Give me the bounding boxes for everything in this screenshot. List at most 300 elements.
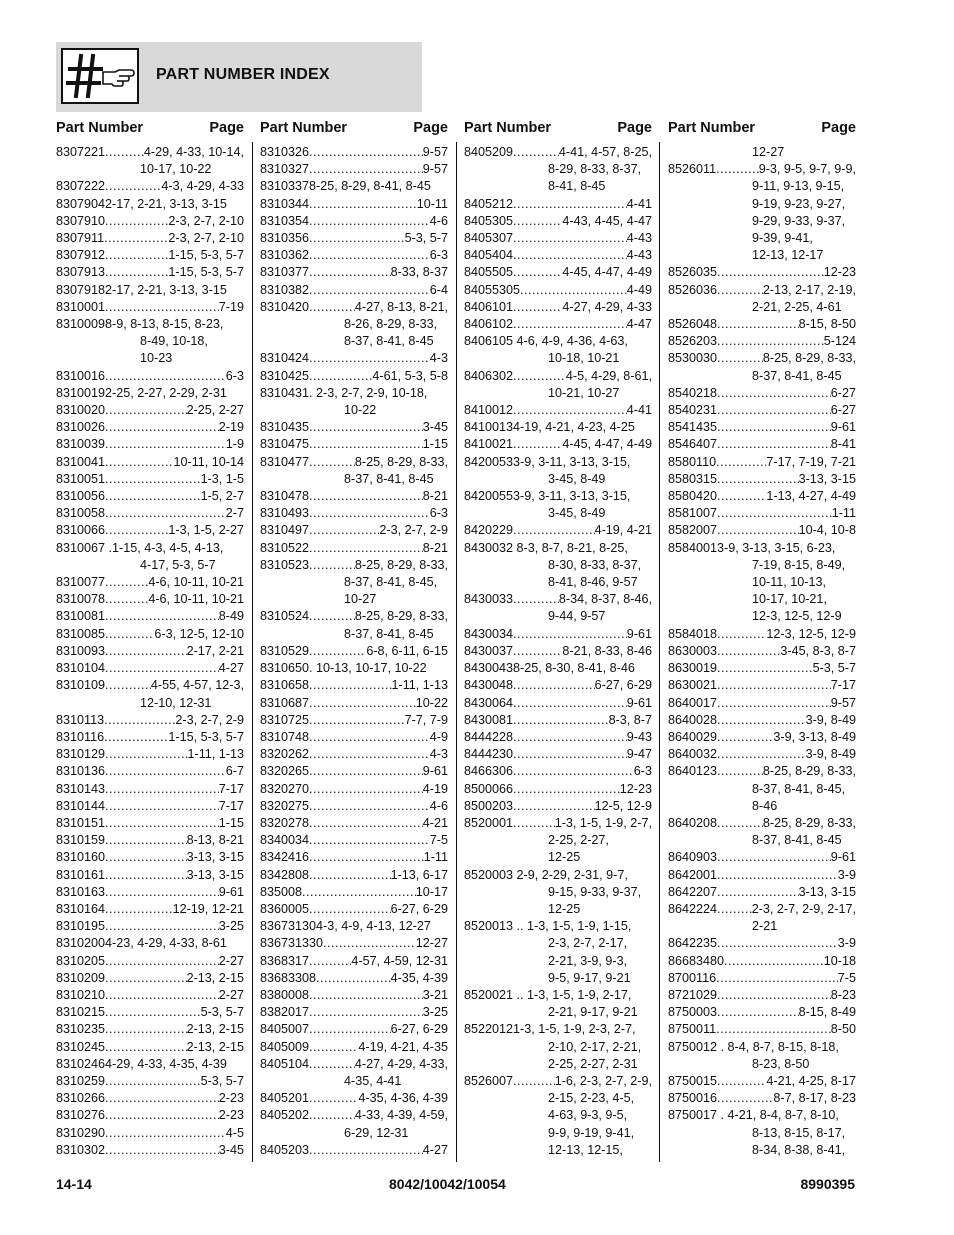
index-entry bbox=[668, 350, 856, 367]
page-references: 7-5 bbox=[837, 970, 856, 985]
dot-leader bbox=[717, 471, 799, 488]
dot-leader bbox=[309, 1004, 423, 1021]
part-number: 8405404 bbox=[464, 248, 514, 263]
index-entry bbox=[464, 695, 652, 712]
page-references-continued: 9-15, 9-33, 9-37, bbox=[548, 884, 642, 899]
page-references: 4-29, 4-33, 10-14, bbox=[143, 145, 244, 159]
page-references-continued: 9-11, 9-13, 9-15, bbox=[752, 179, 845, 194]
page-references: 2-3, 2-7, 2-9, 2-17, bbox=[751, 901, 856, 916]
dot-leader bbox=[316, 970, 391, 987]
dot-leader bbox=[309, 1039, 358, 1056]
page-references: 6-27, 6-29 bbox=[390, 901, 448, 916]
page-references: 8-34, 8-37, 8-46, bbox=[558, 592, 652, 607]
page-references: 3-13, 3-15 bbox=[186, 867, 244, 882]
page-references: 8-25, 8-29, 8-33, bbox=[762, 815, 856, 830]
page-references: 3-45, 8-3, 8-7 bbox=[780, 643, 856, 658]
part-number: 8750012 . 8-4, 8-7, 8-15, 8-18, bbox=[668, 1039, 839, 1054]
index-entry bbox=[56, 385, 244, 402]
index-entry bbox=[668, 867, 856, 884]
page-references: 8-7, 8-17, 8-23 bbox=[773, 1091, 856, 1106]
index-entry bbox=[56, 505, 244, 522]
dot-leader bbox=[105, 781, 219, 798]
page-references-continued: 10-18, 10-21 bbox=[548, 351, 620, 366]
part-number: 83100192-25, 2-27, 2-29, 2-31 bbox=[56, 385, 227, 400]
page-references: 4-45, 4-47, 4-49 bbox=[562, 265, 652, 280]
page-references: 2-3, 2-7, 2-9 bbox=[379, 523, 448, 538]
column-divider bbox=[252, 142, 253, 1162]
part-number: 8307912 bbox=[56, 248, 106, 263]
page-references: 6-27 bbox=[830, 385, 856, 400]
part-number: 83102004-23, 4-29, 4-33, 8-61 bbox=[56, 936, 227, 951]
part-number: 8382017 bbox=[260, 1005, 310, 1020]
page-references-continued: 2-25, 2-27, bbox=[548, 833, 609, 848]
page-references: 10-17 bbox=[415, 884, 448, 899]
page-references: 2-17, 2-21 bbox=[186, 643, 244, 658]
part-number: 8406105 4-6, 4-9, 4-36, 4-63, bbox=[464, 334, 628, 349]
dot-leader bbox=[309, 815, 423, 832]
dot-leader bbox=[309, 247, 430, 264]
part-number: 8310151 bbox=[56, 815, 106, 830]
part-number: 8642224 bbox=[668, 901, 718, 916]
page-references: 4-6 bbox=[429, 798, 448, 813]
page-references: 9-61 bbox=[626, 695, 652, 710]
part-number: 8530030 bbox=[668, 351, 718, 366]
part-number: 8405009 bbox=[260, 1039, 310, 1054]
part-number: 8642207 bbox=[668, 884, 718, 899]
index-entry bbox=[56, 763, 244, 780]
page-references-continued: 12-25 bbox=[548, 850, 581, 865]
part-number: 8405212 bbox=[464, 196, 514, 211]
index-entry bbox=[260, 419, 448, 436]
part-number: 8307221 bbox=[56, 145, 106, 159]
dot-leader bbox=[105, 368, 226, 385]
part-number: 8405201 bbox=[260, 1091, 310, 1106]
part-number: 8307911 bbox=[56, 231, 105, 246]
part-number: 8310302 bbox=[56, 1142, 106, 1157]
column-header bbox=[464, 120, 652, 144]
page-references: 1-3, 1-5, 1-9, 2-7, bbox=[554, 815, 652, 830]
index-entry bbox=[260, 144, 448, 161]
dot-leader bbox=[309, 1090, 358, 1107]
part-number: 83103378-25, 8-29, 8-41, 8-45 bbox=[260, 179, 431, 194]
part-number: 83100098-9, 8-13, 8-15, 8-23, bbox=[56, 317, 224, 332]
page-references: 7-19 bbox=[218, 299, 244, 314]
page-references-continued: 8-37, 8-41, 8-45 bbox=[344, 471, 434, 486]
page-references: 2-23 bbox=[218, 1108, 244, 1123]
page-references: 6-27 bbox=[830, 403, 856, 418]
part-number: 8406302 bbox=[464, 368, 514, 383]
part-number: 8310327 bbox=[260, 162, 310, 177]
page-references: 3-21 bbox=[422, 987, 448, 1002]
page-references-continued: 9-5, 9-17, 9-21 bbox=[548, 970, 631, 985]
index-entry bbox=[56, 746, 244, 763]
dot-leader bbox=[717, 987, 831, 1004]
page-references: 6-3 bbox=[429, 248, 448, 263]
part-number: 8310215 bbox=[56, 1005, 106, 1020]
index-entry bbox=[56, 677, 244, 694]
part-number: 8405505 bbox=[464, 265, 514, 280]
page-references-continued: 8-34, 8-38, 8-41, bbox=[752, 1142, 846, 1157]
index-entry bbox=[668, 1090, 856, 1107]
page-references: 9-57 bbox=[422, 145, 448, 159]
part-number: 8581007 bbox=[668, 506, 718, 521]
page-references: 9-61 bbox=[218, 884, 244, 899]
index-entry bbox=[464, 402, 652, 419]
dot-leader bbox=[513, 230, 627, 247]
dot-leader bbox=[309, 540, 423, 557]
page-references: 4-27, 4-29, 4-33 bbox=[562, 299, 652, 314]
dot-leader bbox=[513, 196, 627, 213]
page-references: 4-6, 10-11, 10-21 bbox=[148, 575, 244, 590]
page-references: 4-3 bbox=[429, 351, 448, 366]
index-entry bbox=[464, 213, 652, 230]
page-references: 4-35, 4-39 bbox=[390, 970, 448, 985]
dot-leader bbox=[309, 643, 366, 660]
part-number: 8526007 bbox=[464, 1073, 514, 1088]
page-references: 5-3, 5-7 bbox=[404, 231, 448, 246]
part-number: 8526011 bbox=[668, 162, 717, 177]
index-entry bbox=[464, 247, 652, 264]
dot-leader bbox=[105, 867, 187, 884]
part-number: 8310290 bbox=[56, 1125, 106, 1140]
index-entry bbox=[260, 540, 448, 557]
dot-leader bbox=[105, 213, 168, 230]
part-number: 8310259 bbox=[56, 1073, 106, 1088]
part-number: 8700116 bbox=[668, 970, 717, 985]
page-references: 8-21 bbox=[422, 489, 448, 504]
dot-leader bbox=[309, 282, 430, 299]
dot-leader bbox=[309, 196, 417, 213]
page-references-continued: 8-46 bbox=[752, 798, 778, 813]
dot-leader bbox=[105, 763, 226, 780]
dot-leader bbox=[309, 746, 430, 763]
dot-leader bbox=[105, 1039, 187, 1056]
part-number: 83102464-29, 4-33, 4-35, 4-39 bbox=[56, 1056, 227, 1071]
index-entry bbox=[668, 161, 856, 178]
page-references: 7-17 bbox=[218, 781, 244, 796]
part-number: 8640028 bbox=[668, 712, 718, 727]
index-entry bbox=[464, 264, 652, 281]
part-number: 836731304-3, 4-9, 4-13, 12-27 bbox=[260, 919, 431, 934]
page-references-continued: 8-37, 8-41, 8-45 bbox=[752, 368, 842, 383]
page-references-continued: 8-37, 8-41, 8-45 bbox=[344, 626, 434, 641]
index-entry bbox=[668, 970, 856, 987]
dot-leader bbox=[105, 918, 219, 935]
index-entry bbox=[260, 385, 448, 402]
page-references: 2-19 bbox=[218, 420, 244, 435]
page-references: 9-61 bbox=[830, 420, 856, 435]
page-references-continued: 8-30, 8-33, 8-37, bbox=[548, 557, 642, 572]
part-number: 8310001 bbox=[56, 299, 106, 314]
column-divider bbox=[456, 142, 457, 1162]
dot-leader bbox=[717, 1090, 773, 1107]
part-number: 8310026 bbox=[56, 420, 106, 435]
page-references-continued: 3-45, 8-49 bbox=[548, 471, 606, 486]
page-references: 4-6 bbox=[429, 213, 448, 228]
page-references-continued: 8-41, 8-46, 9-57 bbox=[548, 575, 638, 590]
page-references: 6-7 bbox=[225, 764, 244, 779]
part-number: 8526036 bbox=[668, 282, 718, 297]
part-number: 8310039 bbox=[56, 437, 106, 452]
index-entry bbox=[56, 1056, 244, 1073]
index-entry bbox=[260, 1021, 448, 1038]
page-references: 7-17, 7-19, 7-21 bbox=[766, 454, 856, 469]
index-entries bbox=[260, 144, 448, 1159]
dot-leader bbox=[105, 505, 226, 522]
page-references: 1-15, 5-3, 5-7 bbox=[168, 729, 244, 744]
dot-leader bbox=[105, 832, 187, 849]
part-number: 8310235 bbox=[56, 1022, 106, 1037]
index-entry bbox=[260, 660, 448, 677]
dot-leader bbox=[717, 436, 831, 453]
page-references: 5-3, 5-7 bbox=[200, 1073, 244, 1088]
dot-leader bbox=[309, 608, 355, 625]
index-entry bbox=[260, 230, 448, 247]
dot-leader bbox=[513, 1073, 555, 1090]
dot-leader bbox=[309, 781, 423, 798]
dot-leader bbox=[717, 935, 838, 952]
index-entry bbox=[464, 1073, 652, 1090]
part-number: 8630021 bbox=[668, 678, 718, 693]
page-references: 12-5, 12-9 bbox=[594, 798, 652, 813]
dot-leader bbox=[105, 1073, 201, 1090]
index-entry bbox=[668, 454, 856, 471]
page-references-continued: 2-21, 2-25, 4-61 bbox=[752, 299, 842, 314]
index-entry bbox=[56, 935, 244, 952]
page-references: 12-23 bbox=[823, 265, 856, 280]
index-entry bbox=[668, 712, 856, 729]
part-number: 8310020 bbox=[56, 403, 106, 418]
dot-leader bbox=[717, 419, 831, 436]
index-entry bbox=[464, 230, 652, 247]
index-entry bbox=[260, 454, 448, 471]
page-references: 10-11, 10-14 bbox=[173, 454, 244, 469]
part-number: 85220121-3, 1-5, 1-9, 2-3, 2-7, bbox=[464, 1022, 636, 1037]
header-banner bbox=[56, 42, 422, 112]
page-references: 3-13, 3-15 bbox=[798, 471, 856, 486]
part-number: 8310431. 2-3, 2-7, 2-9, 10-18, bbox=[260, 385, 428, 400]
dot-leader bbox=[105, 746, 187, 763]
part-number: 86683480 bbox=[668, 953, 725, 968]
page-references: 12-27 bbox=[415, 936, 448, 951]
index-entry bbox=[464, 333, 652, 350]
page-references: 4-27, 8-13, 8-21, bbox=[354, 299, 448, 314]
part-number-heading: Part Number bbox=[668, 120, 756, 136]
page-references: 4-43, 4-45, 4-47 bbox=[562, 213, 652, 228]
page-references: 9-57 bbox=[830, 695, 856, 710]
dot-leader bbox=[717, 522, 799, 539]
dot-leader bbox=[513, 522, 595, 539]
dot-leader bbox=[105, 178, 161, 195]
index-entry bbox=[56, 522, 244, 539]
dot-leader bbox=[513, 781, 620, 798]
dot-leader bbox=[309, 488, 423, 505]
dot-leader bbox=[513, 746, 627, 763]
page-references-continued: 2-21, 9-17, 9-21 bbox=[548, 1005, 638, 1020]
index-entry bbox=[260, 247, 448, 264]
page-references-continued: 9-44, 9-57 bbox=[548, 609, 606, 624]
index-entry bbox=[260, 1039, 448, 1056]
dot-leader bbox=[717, 677, 831, 694]
index-entry bbox=[464, 712, 652, 729]
index-entry bbox=[56, 781, 244, 798]
page-references: 4-27 bbox=[422, 1142, 448, 1157]
dot-leader bbox=[309, 1142, 423, 1159]
page-references: 3-9, 3-13, 8-49 bbox=[773, 729, 856, 744]
page-references: 2-13, 2-15 bbox=[186, 1039, 244, 1054]
index-entry bbox=[464, 781, 652, 798]
index-entry bbox=[56, 1125, 244, 1142]
part-number: 8444228 bbox=[464, 729, 514, 744]
page-references-continued: 10-23 bbox=[140, 351, 173, 366]
dot-leader bbox=[513, 213, 562, 230]
page-references: 3-9 bbox=[837, 936, 856, 951]
dot-leader bbox=[717, 729, 773, 746]
part-number: 8430081 bbox=[464, 712, 514, 727]
page-references: 1-3, 1-5 bbox=[200, 471, 244, 486]
part-number: 8642235 bbox=[668, 936, 718, 951]
index-entry bbox=[668, 729, 856, 746]
page-references: 8-13, 8-21 bbox=[186, 833, 244, 848]
part-number: 8310276 bbox=[56, 1108, 106, 1123]
index-entry bbox=[56, 178, 244, 195]
dot-leader bbox=[309, 729, 430, 746]
index-entry bbox=[464, 454, 652, 471]
page-references: 9-47 bbox=[626, 747, 652, 762]
page-references-continued: 8-29, 8-33, 8-37, bbox=[548, 162, 642, 177]
index-entry bbox=[260, 849, 448, 866]
index-entry bbox=[668, 316, 856, 333]
dot-leader bbox=[717, 901, 752, 918]
index-entry bbox=[464, 436, 652, 453]
index-entry bbox=[464, 144, 652, 161]
part-number: 8640208 bbox=[668, 815, 718, 830]
index-entry bbox=[464, 763, 652, 780]
page-references: 4-57, 4-59, 12-31 bbox=[351, 953, 448, 968]
index-entry bbox=[56, 608, 244, 625]
index-entry bbox=[668, 522, 856, 539]
dot-leader bbox=[717, 282, 763, 299]
index-entry bbox=[260, 815, 448, 832]
page-references: 4-27, 4-29, 4-33, bbox=[354, 1056, 448, 1071]
page-references: 1-13, 6-17 bbox=[390, 867, 448, 882]
index-entry bbox=[56, 471, 244, 488]
index-entry bbox=[668, 643, 856, 660]
index-entries bbox=[56, 144, 244, 1159]
index-entry bbox=[56, 213, 244, 230]
page-references-continued: 12-13, 12-17 bbox=[752, 248, 824, 263]
page-references: 8-25, 8-29, 8-33, bbox=[354, 454, 448, 469]
column-divider bbox=[659, 142, 660, 1162]
dot-leader bbox=[717, 815, 763, 832]
index-entry bbox=[464, 626, 652, 643]
dot-leader bbox=[105, 436, 226, 453]
index-column-2 bbox=[260, 120, 448, 1159]
page-references: 2-27 bbox=[218, 987, 244, 1002]
part-number: 8430037 bbox=[464, 643, 514, 658]
part-number: 8310658 bbox=[260, 678, 310, 693]
index-entry bbox=[668, 402, 856, 419]
dot-leader bbox=[717, 264, 824, 281]
page-references-continued: 8-13, 8-15, 8-17, bbox=[752, 1125, 846, 1140]
dot-leader bbox=[105, 1107, 219, 1124]
index-entry bbox=[260, 350, 448, 367]
index-entry bbox=[56, 419, 244, 436]
index-entry bbox=[260, 505, 448, 522]
part-number: 8340034 bbox=[260, 833, 310, 848]
part-number: 8310163 bbox=[56, 884, 106, 899]
index-entry bbox=[56, 1039, 244, 1056]
index-entry bbox=[56, 1090, 244, 1107]
dot-leader bbox=[513, 643, 562, 660]
page-references: 2-13, 2-15 bbox=[186, 1022, 244, 1037]
page-references: 8-49 bbox=[218, 609, 244, 624]
part-number-heading: Part Number bbox=[260, 120, 348, 136]
index-entry bbox=[260, 1107, 448, 1124]
page-references-continued: 12-10, 12-31 bbox=[140, 695, 212, 710]
dot-leader bbox=[105, 798, 219, 815]
index-entry bbox=[260, 746, 448, 763]
dot-leader bbox=[105, 574, 148, 591]
dot-leader bbox=[513, 729, 627, 746]
page-references: 1-11, 1-13 bbox=[391, 678, 448, 693]
dot-leader bbox=[717, 316, 799, 333]
page-references: 8-15, 8-49 bbox=[798, 1005, 856, 1020]
page-references: 12-19, 12-21 bbox=[172, 901, 244, 916]
index-entry bbox=[464, 488, 652, 505]
page-references: 4-45, 4-47, 4-49 bbox=[562, 437, 652, 452]
page-references: 7-17 bbox=[830, 678, 856, 693]
dot-leader bbox=[513, 436, 562, 453]
part-number: 8500203 bbox=[464, 798, 514, 813]
index-entry bbox=[464, 815, 652, 832]
dot-leader bbox=[716, 161, 759, 178]
index-column-3 bbox=[464, 120, 652, 1159]
index-entry bbox=[668, 987, 856, 1004]
page-references-continued: 10-21, 10-27 bbox=[548, 385, 620, 400]
page-heading: Page bbox=[821, 120, 856, 136]
index-entry bbox=[56, 591, 244, 608]
part-number: 8310205 bbox=[56, 953, 106, 968]
dot-leader bbox=[513, 402, 627, 419]
index-entry bbox=[464, 522, 652, 539]
page-references: 2-3, 2-7, 2-10 bbox=[168, 231, 244, 246]
page-references: 6-3 bbox=[429, 506, 448, 521]
dot-leader bbox=[309, 454, 355, 471]
index-entry bbox=[668, 471, 856, 488]
index-entry bbox=[56, 1142, 244, 1159]
part-number: 8640029 bbox=[668, 729, 718, 744]
part-number: 8310210 bbox=[56, 987, 106, 1002]
dot-leader bbox=[513, 591, 559, 608]
page-heading: Page bbox=[617, 120, 652, 136]
dot-leader bbox=[309, 1056, 355, 1073]
part-number: 84055305 bbox=[464, 282, 521, 297]
part-number: 8320270 bbox=[260, 781, 310, 796]
part-number: 8310522 bbox=[260, 540, 310, 555]
dot-leader bbox=[309, 1107, 355, 1124]
index-entry bbox=[56, 729, 244, 746]
page-heading: Page bbox=[209, 120, 244, 136]
page-references: 4-41, 4-57, 8-25, bbox=[558, 145, 652, 159]
page-references: 6-8, 6-11, 6-15 bbox=[366, 643, 448, 658]
index-entry bbox=[56, 832, 244, 849]
document-number: 8990395 bbox=[800, 1176, 855, 1192]
part-number: 8310129 bbox=[56, 747, 106, 762]
part-number: 8310354 bbox=[260, 213, 310, 228]
part-number: 8310435 bbox=[260, 420, 310, 435]
dot-leader bbox=[309, 832, 430, 849]
